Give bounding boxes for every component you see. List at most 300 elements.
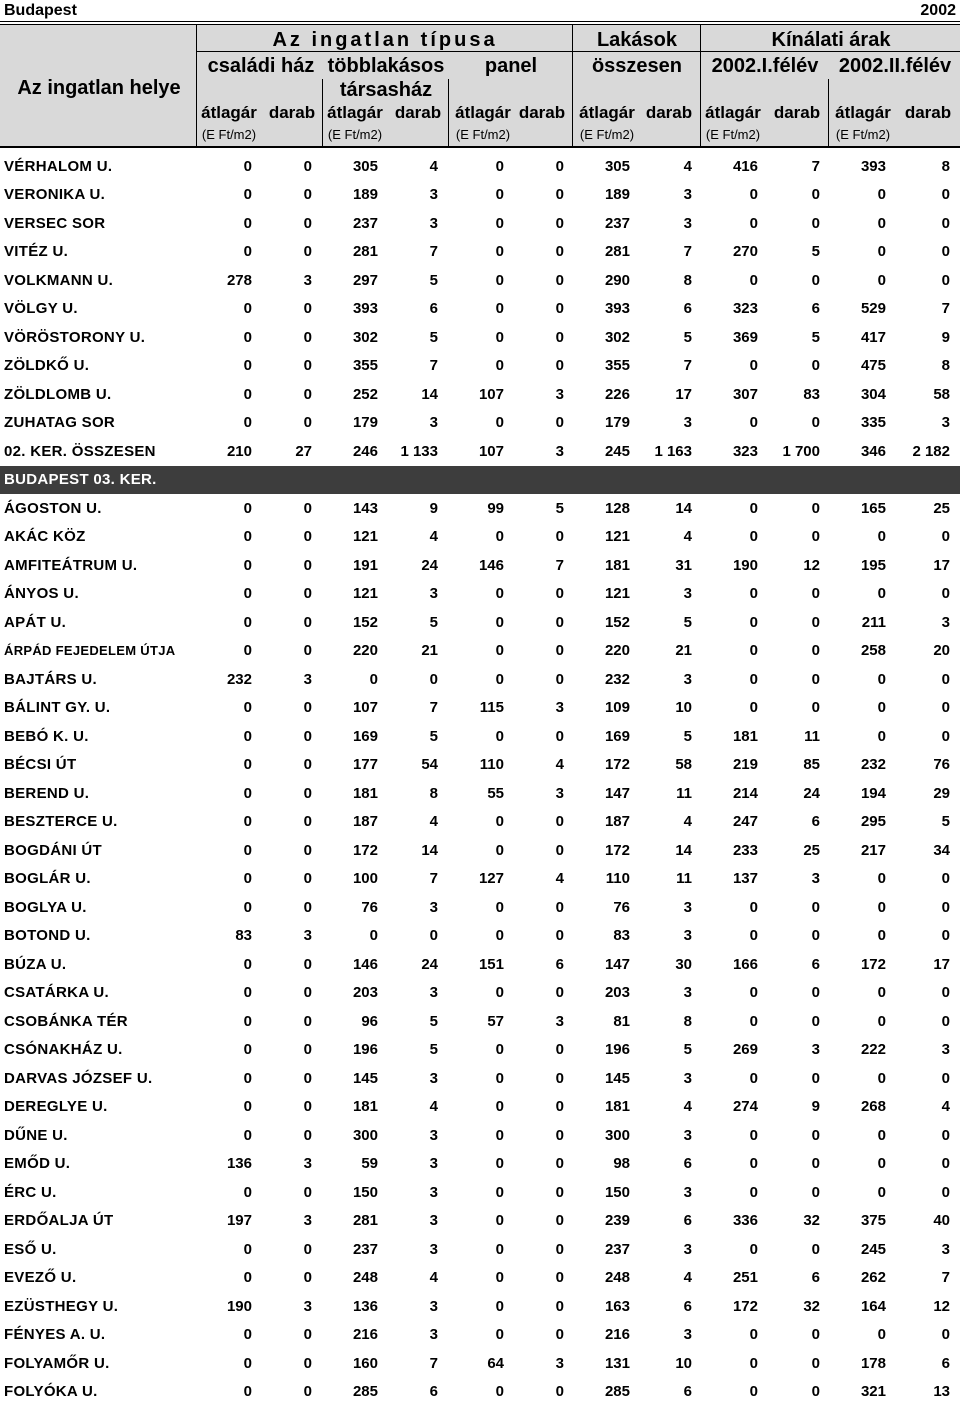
value-cell: 0 [262,722,322,751]
value-cell: 12 [896,1292,960,1321]
value-cell: 217 [830,836,896,865]
value-cell: 7 [388,865,448,894]
table-row [0,1121,960,1150]
value-cell: 11 [768,722,830,751]
value-cell: 0 [262,295,322,324]
value-cell: 0 [830,922,896,951]
value-cell: 268 [830,1093,896,1122]
table-row [0,1321,960,1350]
value-cell: 0 [262,979,322,1008]
value-cell: 393 [574,295,640,324]
value-cell: 136 [322,1292,388,1321]
street-name-cell: VERSEC SOR [0,209,196,238]
value-cell: 152 [574,608,640,637]
value-cell [768,466,830,495]
value-cell: 0 [196,1349,262,1378]
value-cell: 0 [196,608,262,637]
avg-header: átlagár [196,103,262,123]
value-cell: 0 [448,1292,514,1321]
value-cell: 0 [196,1007,262,1036]
value-cell: 2 182 [896,437,960,466]
value-cell: 0 [768,1064,830,1093]
value-cell: 0 [196,1178,262,1207]
value-cell: 4 [640,808,702,837]
value-cell: 214 [702,779,768,808]
top-bar [0,0,960,22]
value-cell: 8 [388,779,448,808]
value-cell: 0 [448,1036,514,1065]
value-cell: 0 [768,922,830,951]
street-name-cell: ÁRPÁD FEJEDELEM ÚTJA [0,637,196,666]
value-cell: 179 [322,409,388,438]
value-cell: 0 [514,323,574,352]
value-cell: 187 [574,808,640,837]
value-cell: 164 [830,1292,896,1321]
value-cell: 21 [640,637,702,666]
street-name-cell: VÉRHALOM U. [0,152,196,181]
value-cell: 0 [768,580,830,609]
street-name-cell: BOGLYA U. [0,893,196,922]
value-cell: 9 [388,494,448,523]
street-name-cell: BEBÓ K. U. [0,722,196,751]
value-cell: 169 [574,722,640,751]
value-cell: 0 [196,209,262,238]
value-cell: 4 [514,865,574,894]
value-cell: 5 [768,323,830,352]
value-cell: 181 [574,1093,640,1122]
street-name-cell: BÁLINT GY. U. [0,694,196,723]
table-row [0,1036,960,1065]
value-cell: 0 [262,751,322,780]
value-cell: 0 [768,409,830,438]
value-cell: 0 [768,694,830,723]
value-cell: 0 [448,893,514,922]
value-cell: 57 [448,1007,514,1036]
value-cell: 0 [830,979,896,1008]
value-cell: 163 [574,1292,640,1321]
value-cell: 7 [640,352,702,381]
value-cell: 6 [768,808,830,837]
value-cell: 3 [388,1150,448,1179]
value-cell: 4 [514,751,574,780]
value-cell: 302 [574,323,640,352]
value-cell: 165 [830,494,896,523]
value-cell: 0 [830,1007,896,1036]
unit-label: (E Ft/m2) [830,127,896,142]
value-cell: 0 [702,1321,768,1350]
value-cell: 416 [702,152,768,181]
value-cell: 197 [196,1207,262,1236]
value-cell: 3 [388,580,448,609]
value-cell: 0 [514,722,574,751]
value-cell: 4 [896,1093,960,1122]
value-cell: 0 [702,352,768,381]
value-cell: 3 [896,1235,960,1264]
value-cell: 1 133 [388,437,448,466]
value-cell: 81 [574,1007,640,1036]
street-name-cell: BUDAPEST 03. KER. [0,466,196,495]
value-cell: 24 [768,779,830,808]
table-row [0,637,960,666]
value-cell: 24 [388,551,448,580]
value-cell: 0 [262,1378,322,1406]
value-cell: 203 [574,979,640,1008]
family-house-header: családi ház [198,55,324,78]
value-cell: 233 [702,836,768,865]
value-cell: 0 [702,181,768,210]
table-row [0,238,960,267]
value-cell: 0 [830,580,896,609]
value-cell: 17 [640,380,702,409]
table-row [0,808,960,837]
value-cell: 0 [896,209,960,238]
value-cell: 0 [262,893,322,922]
value-cell: 0 [896,893,960,922]
value-cell: 0 [830,1321,896,1350]
value-cell: 1 700 [768,437,830,466]
value-cell: 109 [574,694,640,723]
street-name-cell: 02. KER. ÖSSZESEN [0,437,196,466]
value-cell: 54 [388,751,448,780]
value-cell: 0 [830,1178,896,1207]
street-name-cell: ERDŐALJA ÚT [0,1207,196,1236]
value-cell: 0 [262,523,322,552]
value-cell: 110 [574,865,640,894]
value-cell: 0 [702,608,768,637]
value-cell: 0 [262,1178,322,1207]
value-cell: 0 [702,1007,768,1036]
value-cell: 0 [702,523,768,552]
value-cell: 6 [514,950,574,979]
year-label: 2002 [920,2,956,20]
value-cell: 0 [196,181,262,210]
value-cell: 178 [830,1349,896,1378]
value-cell: 76 [574,893,640,922]
value-cell: 3 [640,580,702,609]
value-cell: 4 [388,808,448,837]
value-cell: 0 [262,551,322,580]
value-cell: 0 [514,1178,574,1207]
value-cell: 0 [196,865,262,894]
value-cell: 3 [640,893,702,922]
table-row [0,950,960,979]
street-name-cell: EZÜSTHEGY U. [0,1292,196,1321]
value-cell: 0 [448,209,514,238]
value-cell: 150 [574,1178,640,1207]
street-name-cell: EVEZŐ U. [0,1264,196,1293]
value-cell: 0 [448,523,514,552]
value-cell: 9 [768,1093,830,1122]
value-cell: 0 [896,580,960,609]
value-cell: 0 [830,238,896,267]
value-cell: 1 163 [640,437,702,466]
value-cell: 7 [896,1264,960,1293]
unit-label: (E Ft/m2) [322,127,388,142]
value-cell: 0 [388,665,448,694]
value-cell: 278 [196,266,262,295]
value-cell: 0 [830,266,896,295]
value-cell: 191 [322,551,388,580]
value-cell: 3 [514,437,574,466]
value-cell: 181 [322,779,388,808]
value-cell: 0 [702,1378,768,1406]
value-cell: 0 [448,1321,514,1350]
panel-header: panel [450,55,572,78]
value-cell: 0 [448,808,514,837]
street-name-cell: FOLYÓKA U. [0,1378,196,1406]
value-cell: 24 [388,950,448,979]
table-row [0,1207,960,1236]
value-cell: 336 [702,1207,768,1236]
count-header: darab [262,103,322,123]
avg-header: átlagár [450,103,516,123]
street-name-cell: CSÓNAKHÁZ U. [0,1036,196,1065]
value-cell [262,466,322,495]
value-cell: 31 [640,551,702,580]
value-cell: 0 [830,1064,896,1093]
value-cell [514,466,574,495]
street-name-cell: ÁGOSTON U. [0,494,196,523]
value-cell: 14 [640,836,702,865]
value-cell: 248 [574,1264,640,1293]
value-cell: 0 [196,152,262,181]
value-cell: 0 [702,1150,768,1179]
value-cell: 0 [448,1207,514,1236]
value-cell: 83 [574,922,640,951]
apartment-header-line2: társasház [324,79,448,102]
street-name-cell: BESZTERCE U. [0,808,196,837]
value-cell: 393 [322,295,388,324]
value-cell: 0 [196,751,262,780]
value-cell [896,466,960,495]
value-cell: 3 [388,979,448,1008]
value-cell: 375 [830,1207,896,1236]
value-cell: 0 [514,1235,574,1264]
value-cell: 76 [896,751,960,780]
value-cell: 0 [262,1235,322,1264]
value-cell: 0 [262,494,322,523]
header-rule [196,51,960,52]
value-cell: 0 [448,1093,514,1122]
value-cell: 0 [896,922,960,951]
value-cell: 99 [448,494,514,523]
table-row [0,665,960,694]
value-cell: 0 [768,608,830,637]
table-row [0,865,960,894]
header-divider [572,25,573,146]
value-cell: 0 [448,1150,514,1179]
value-cell: 137 [702,865,768,894]
value-cell: 302 [322,323,388,352]
table-row [0,181,960,210]
value-cell: 0 [702,694,768,723]
value-cell: 0 [448,1178,514,1207]
table-row [0,694,960,723]
value-cell: 0 [448,922,514,951]
count-header: darab [388,103,448,123]
value-cell: 145 [574,1064,640,1093]
value-cell: 0 [896,722,960,751]
value-cell: 0 [514,608,574,637]
value-cell: 3 [896,1036,960,1065]
value-cell: 335 [830,409,896,438]
value-cell: 0 [896,665,960,694]
value-cell [322,466,388,495]
value-cell: 181 [322,1093,388,1122]
value-cell: 0 [514,808,574,837]
street-name-cell: VERONIKA U. [0,181,196,210]
value-cell: 12 [768,551,830,580]
value-cell: 145 [322,1064,388,1093]
value-cell: 0 [448,409,514,438]
street-name-cell: AMFITEÁTRUM U. [0,551,196,580]
value-cell: 3 [388,409,448,438]
value-cell: 0 [768,979,830,1008]
value-cell: 5 [896,808,960,837]
value-cell: 4 [388,152,448,181]
value-cell: 295 [830,808,896,837]
value-cell: 0 [768,1321,830,1350]
value-cell: 115 [448,694,514,723]
street-name-cell: BÚZA U. [0,950,196,979]
value-cell: 0 [196,1093,262,1122]
header-divider [700,25,701,146]
value-cell: 9 [896,323,960,352]
value-cell: 281 [574,238,640,267]
value-cell: 0 [262,1036,322,1065]
half2-header: 2002.II.félév [830,55,960,78]
value-cell: 3 [262,1150,322,1179]
table-row [0,1178,960,1207]
value-cell: 0 [262,1321,322,1350]
value-cell: 3 [262,266,322,295]
value-cell: 0 [768,1150,830,1179]
value-cell: 8 [896,152,960,181]
value-cell: 3 [388,1321,448,1350]
apartment-header-line1: többlakásos [324,55,448,78]
value-cell: 0 [514,523,574,552]
value-cell: 59 [322,1150,388,1179]
value-cell: 7 [388,352,448,381]
table-row [0,979,960,1008]
value-cell: 0 [196,950,262,979]
section-row [0,466,960,495]
value-cell: 0 [514,409,574,438]
value-cell: 0 [514,979,574,1008]
avg-header: átlagár [574,103,640,123]
unit-label: (E Ft/m2) [574,127,640,142]
value-cell: 172 [574,751,640,780]
value-cell: 136 [196,1150,262,1179]
value-cell: 0 [196,694,262,723]
value-cell: 3 [640,1235,702,1264]
value-cell: 529 [830,295,896,324]
table-row [0,1093,960,1122]
half1-header: 2002.I.félév [702,55,828,78]
value-cell: 0 [702,979,768,1008]
value-cell: 0 [196,352,262,381]
value-cell: 0 [196,409,262,438]
avg-header: átlagár [700,103,766,123]
city-label: Budapest [4,2,77,20]
value-cell: 3 [262,665,322,694]
value-cell: 300 [574,1121,640,1150]
value-cell: 0 [262,950,322,979]
count-header: darab [896,103,960,123]
value-cell: 172 [702,1292,768,1321]
value-cell: 0 [830,1150,896,1179]
table-row [0,836,960,865]
value-cell: 5 [640,608,702,637]
value-cell: 0 [196,779,262,808]
value-cell: 169 [322,722,388,751]
value-cell: 5 [388,722,448,751]
value-cell: 3 [514,1007,574,1036]
value-cell: 7 [640,238,702,267]
value-cell: 0 [448,1121,514,1150]
value-cell: 305 [574,152,640,181]
table-row [0,1292,960,1321]
avg-header: átlagár [830,103,896,123]
value-cell: 237 [574,209,640,238]
value-cell: 0 [262,1121,322,1150]
value-cell: 0 [262,836,322,865]
value-cell: 0 [702,665,768,694]
value-cell: 0 [514,181,574,210]
value-cell: 226 [574,380,640,409]
value-cell: 6 [640,1378,702,1406]
value-cell: 0 [196,380,262,409]
value-cell: 0 [768,181,830,210]
value-cell: 0 [196,637,262,666]
value-cell: 247 [702,808,768,837]
value-cell: 6 [768,295,830,324]
value-cell: 0 [514,152,574,181]
value-cell: 0 [262,209,322,238]
value-cell: 3 [388,1121,448,1150]
value-cell: 0 [448,1378,514,1406]
value-cell: 0 [514,1150,574,1179]
street-name-cell: APÁT U. [0,608,196,637]
value-cell: 0 [514,836,574,865]
total-header-line2: összesen [574,55,700,78]
value-cell: 8 [896,352,960,381]
value-cell: 181 [702,722,768,751]
value-cell [574,466,640,495]
value-cell: 0 [830,1121,896,1150]
value-cell: 251 [702,1264,768,1293]
value-cell: 3 [388,181,448,210]
value-cell: 211 [830,608,896,637]
value-cell: 14 [388,380,448,409]
value-cell: 0 [448,266,514,295]
value-cell: 0 [514,1064,574,1093]
value-cell: 0 [702,409,768,438]
value-cell: 3 [640,665,702,694]
value-cell: 3 [388,893,448,922]
street-name-cell: ÉRC U. [0,1178,196,1207]
value-cell: 121 [322,523,388,552]
value-cell: 0 [896,1321,960,1350]
value-cell: 0 [702,893,768,922]
table-row [0,551,960,580]
value-cell: 0 [196,722,262,751]
value-cell: 0 [448,722,514,751]
value-cell: 0 [896,865,960,894]
value-cell: 11 [640,779,702,808]
value-cell: 0 [514,1321,574,1350]
value-cell: 0 [514,1207,574,1236]
